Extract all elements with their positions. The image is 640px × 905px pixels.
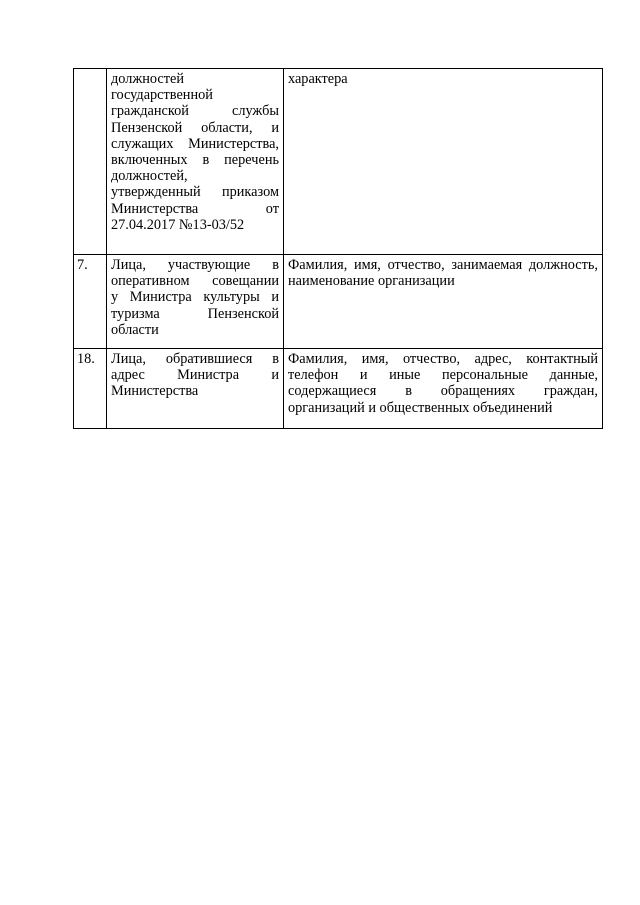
- data-line: Фамилия, имя, отчество, адрес, контактный: [288, 351, 598, 367]
- data-line: телефон и иные персональные данные,: [288, 367, 598, 384]
- subject-line: Пензенской области, и: [111, 119, 279, 136]
- subject-line: Лица, участвующие в: [111, 257, 279, 273]
- table-row: [74, 349, 603, 429]
- subject-cell: [107, 349, 284, 429]
- row-number-cell: [74, 69, 107, 255]
- subject-line: Министерства: [111, 383, 199, 400]
- row-number-cell: [74, 255, 107, 349]
- data-cell: [284, 255, 603, 349]
- subject-line: области: [111, 321, 159, 338]
- subject-cell: [107, 255, 284, 349]
- table-row: [74, 69, 603, 255]
- data-line: наименование организации: [288, 273, 455, 290]
- subject-line: Министерства от: [111, 200, 279, 217]
- subject-line: государственной: [111, 87, 213, 104]
- row-number: 7.: [77, 257, 88, 273]
- subject-line: адрес Министра и: [111, 367, 279, 384]
- row-number: 18.: [77, 351, 95, 367]
- subject-line: туризма Пензенской: [111, 305, 279, 322]
- subject-line: включенных в перечень: [111, 152, 279, 169]
- subject-line: Лица, обратившиеся в: [111, 351, 279, 367]
- data-cell: [284, 349, 603, 429]
- subject-line: должностей: [111, 71, 184, 87]
- data-line: организаций и общественных объединений: [288, 399, 553, 416]
- subject-line: должностей,: [111, 168, 188, 185]
- subject-line: оперативном совещании: [111, 273, 279, 290]
- subject-line: 27.04.2017 №13-03/52: [111, 216, 245, 233]
- personal-data-table: [73, 68, 603, 429]
- subject-line: у Министра культуры и: [111, 289, 279, 306]
- subject-cell: [107, 69, 284, 255]
- subject-line: утвержденный приказом: [111, 184, 279, 201]
- data-line: характера: [288, 71, 348, 87]
- subject-line: служащих Министерства,: [111, 135, 279, 152]
- table-row: [74, 255, 603, 349]
- row-number-cell: [74, 349, 107, 429]
- data-line: содержащиеся в обращениях граждан,: [288, 383, 598, 400]
- subject-line: гражданской службы: [111, 103, 279, 120]
- data-line: Фамилия, имя, отчество, занимаемая должность,: [288, 257, 598, 273]
- data-cell: [284, 69, 603, 255]
